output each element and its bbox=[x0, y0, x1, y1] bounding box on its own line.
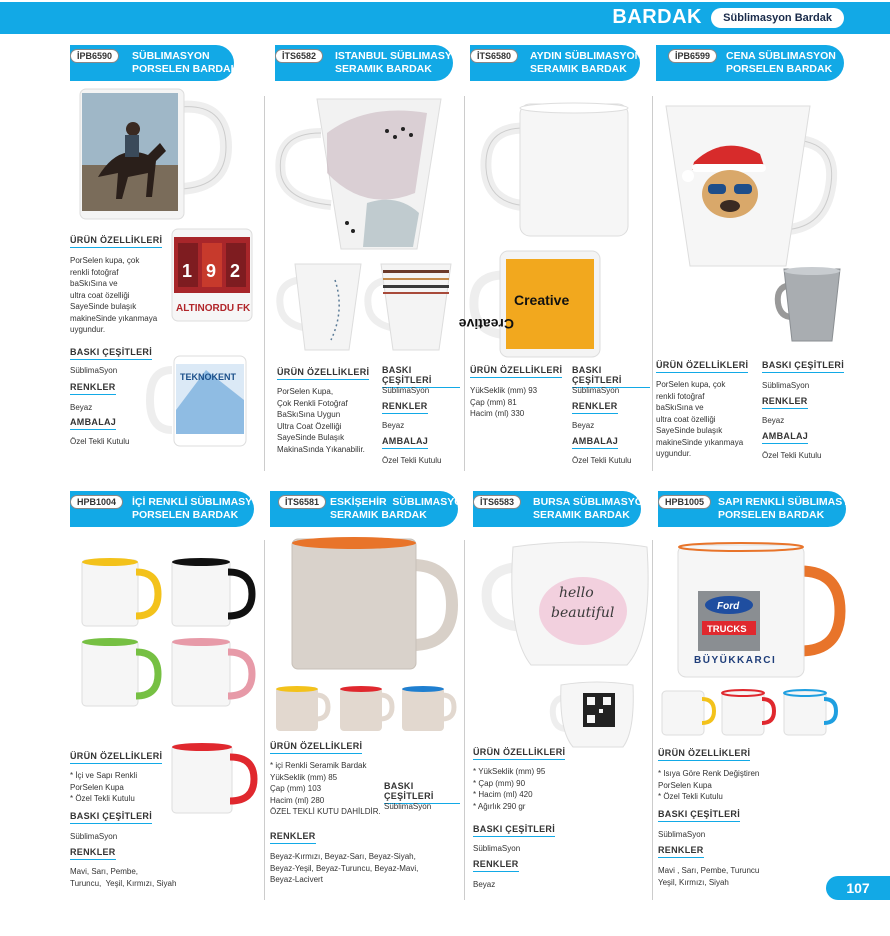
mug-brand-text: TEKNOKENT bbox=[180, 372, 236, 382]
colors-text: Beyaz bbox=[572, 421, 595, 430]
product-header bbox=[70, 45, 239, 81]
white-mug-image bbox=[480, 100, 640, 240]
print-types-heading: BASKI ÇEŞİTLERİ bbox=[473, 824, 555, 837]
packaging-text: Özel Tekli Kutulu bbox=[70, 437, 130, 446]
features-heading: ÜRÜN ÖZELLİKLERİ bbox=[70, 751, 162, 764]
product-code: HPB1005 bbox=[658, 495, 711, 509]
product-code: İTS6581 bbox=[278, 495, 326, 509]
packaging-text: Özel Tekli Kutulu bbox=[572, 456, 632, 465]
club-name: ALTINORDU FK bbox=[176, 303, 251, 314]
print-types-heading: BASKI ÇEŞİTLERİ bbox=[384, 781, 460, 804]
features-text: YükSeklik (mm) 93 Çap (mm) 81 Hacim (ml) 330 bbox=[470, 386, 538, 418]
features-text: PorSelen kupa, çok renkli fotoğraf baSkıSına ve ultra coat özelliği SayeSinde bulaşık makineSinde yıkanmaya uygundur. bbox=[656, 380, 744, 458]
features-text: PorSelen kupa, çok renkli fotoğraf baSkıSına ve ultra coat özelliği SayeSinde bulaşık makineSinde yıkanmaya uygundur. bbox=[70, 256, 158, 334]
column-divider bbox=[464, 96, 465, 471]
product-card-hpb1004 bbox=[70, 491, 268, 936]
features-heading: ÜRÜN ÖZELLİKLERİ bbox=[470, 365, 562, 378]
product-card-its6580 bbox=[458, 45, 650, 490]
subcategory-pill: Süblimasyon Bardak bbox=[711, 8, 844, 28]
features-text: * YükSeklik (mm) 95 * Çap (mm) 90 * Hacim (ml) 420 * Ağırlık 290 gr bbox=[473, 767, 546, 811]
colors-heading: RENKLER bbox=[70, 847, 116, 860]
column-divider bbox=[464, 540, 465, 900]
print-types-text: SüblimaSyon bbox=[658, 830, 706, 839]
grey-mug-image bbox=[776, 265, 846, 345]
print-types-text: SüblimaSyon bbox=[473, 844, 521, 853]
product-code: İPB6599 bbox=[668, 49, 717, 63]
product-header bbox=[270, 491, 471, 527]
packaging-heading: AMBALAJ bbox=[572, 436, 618, 449]
product-name: ESKİŞEHİR SÜBLIMASYON SERAMIK BARDAK bbox=[330, 496, 471, 521]
packaging-text: Özel Tekli Kutulu bbox=[382, 456, 442, 465]
product-name: ISTANBUL SÜBLIMASYON SERAMIK BARDAK bbox=[335, 50, 468, 75]
print-types-text: SüblimaSyon bbox=[382, 386, 430, 395]
product-name: SÜBLIMASYON PORSELEN BARDAK bbox=[132, 50, 239, 75]
colors-text: Beyaz bbox=[382, 421, 405, 430]
mug-print-text: beautiful bbox=[551, 605, 615, 621]
page-number: 107 bbox=[826, 876, 890, 900]
packaging-heading: AMBALAJ bbox=[762, 431, 808, 444]
hello-beautiful-mug-image bbox=[483, 541, 651, 671]
colors-text: Beyaz bbox=[762, 416, 785, 425]
print-types-text: SüblimaSyon bbox=[762, 381, 810, 390]
product-header bbox=[473, 491, 651, 527]
features-text: * Isıya Göre Renk Değiştiren PorSelen Kupa * Özel Tekli Kutulu bbox=[658, 769, 760, 801]
product-card-its6582 bbox=[275, 45, 468, 490]
trucks-text: TRUCKS bbox=[707, 624, 747, 635]
print-types-heading: BASKI ÇEŞİTLERİ bbox=[572, 365, 650, 388]
mini-color-mugs-image bbox=[274, 681, 459, 736]
colors-heading: RENKLER bbox=[572, 401, 618, 414]
jersey-number: 9 bbox=[206, 261, 217, 281]
colors-text: Mavi , Sarı, Pembe, Turuncu Yeşil, Kırmızı, Siyah bbox=[658, 866, 760, 887]
qr-mug-image bbox=[551, 681, 636, 751]
column-divider bbox=[652, 540, 653, 900]
inner-color-mugs-image bbox=[80, 556, 260, 716]
product-code: İTS6582 bbox=[275, 49, 323, 63]
colors-heading: RENKLER bbox=[658, 845, 704, 858]
teknokent-mug-image bbox=[150, 350, 260, 450]
product-card-its6583 bbox=[473, 491, 651, 936]
colors-text: Beyaz-Kırmızı, Beyaz-Sarı, Beyaz-Siyah, Beyaz-Yeşil, Beyaz-Turuncu, Beyaz-Mavi, Beyaz-Lacivert bbox=[270, 852, 419, 884]
product-name: BURSA SÜBLIMASYON SERAMIK BARDAK bbox=[533, 496, 651, 521]
altinordu-mug-image bbox=[170, 225, 260, 325]
colors-heading: RENKLER bbox=[70, 382, 116, 395]
jersey-number: 2 bbox=[230, 261, 241, 281]
small-conical-mugs-image bbox=[275, 260, 455, 360]
colored-handle-mugs-image bbox=[660, 687, 848, 739]
product-code: İTS6580 bbox=[470, 49, 518, 63]
mug-print-text: Creative bbox=[514, 292, 570, 308]
mug-print-text-mirrored: Creative bbox=[458, 316, 514, 332]
ford-logo-text: Ford bbox=[717, 601, 740, 612]
ford-trucks-mug-image bbox=[676, 541, 846, 681]
colors-text: Beyaz bbox=[70, 403, 93, 412]
jersey-number: 1 bbox=[182, 261, 193, 281]
dealer-name-text: BÜYÜKKARCI bbox=[694, 655, 777, 666]
product-header bbox=[70, 491, 268, 527]
product-card-ipb6590 bbox=[70, 45, 260, 490]
print-types-text: SüblimaSyon bbox=[70, 832, 118, 841]
packaging-text: Özel Tekli Kutulu bbox=[762, 451, 822, 460]
colors-text: Mavi, Sarı, Pembe, Turuncu, Yeşil, Kırmızı, Siyah bbox=[70, 867, 177, 888]
product-code: İPB6590 bbox=[70, 49, 119, 63]
print-types-heading: BASKI ÇEŞİTLERİ bbox=[382, 365, 460, 388]
features-text: * İçi ve Sapı Renkli PorSelen Kupa * Özel Tekli Kutulu bbox=[70, 771, 138, 803]
product-header bbox=[656, 45, 844, 81]
product-name: AYDIN SÜBLIMASYON SERAMIK BARDAK bbox=[530, 50, 643, 75]
category-header-bar bbox=[0, 2, 890, 34]
features-heading: ÜRÜN ÖZELLİKLERİ bbox=[473, 747, 565, 760]
column-divider bbox=[264, 540, 265, 900]
creative-mug-image bbox=[458, 245, 610, 360]
features-heading: ÜRÜN ÖZELLİKLERİ bbox=[656, 360, 748, 373]
product-header bbox=[470, 45, 643, 81]
features-heading: ÜRÜN ÖZELLİKLERİ bbox=[277, 367, 369, 380]
colors-text: Beyaz bbox=[473, 880, 496, 889]
product-name: SAPI RENKLİ SÜBLIMASYON PORSELEN BARDAK bbox=[718, 496, 866, 521]
packaging-heading: AMBALAJ bbox=[70, 417, 116, 430]
print-types-text: SüblimaSyon bbox=[70, 366, 118, 375]
product-header bbox=[658, 491, 866, 527]
product-card-ipb6599 bbox=[656, 45, 846, 490]
features-heading: ÜRÜN ÖZELLİKLERİ bbox=[658, 748, 750, 761]
features-heading: ÜRÜN ÖZELLİKLERİ bbox=[270, 741, 362, 754]
print-types-text: SüblimaSyon bbox=[572, 386, 620, 395]
features-text: * içi Renkli Seramik Bardak YükSeklik (mm) 85 Çap (mm) 103 Hacim (ml) 280 ÖZEL TEKLİ KUTU DAHİLDİR. bbox=[270, 761, 381, 816]
product-header bbox=[275, 45, 468, 81]
packaging-heading: AMBALAJ bbox=[382, 436, 428, 449]
product-name: CENA SÜBLIMASYON PORSELEN BARDAK bbox=[726, 50, 836, 75]
features-text: PorSelen Kupa, Çok Renkli Fotoğraf BaSkıSına Uygun Ultra Coat Özelliği SayeSinde Bulaşık MakinaSında Yıkanabilir. bbox=[277, 387, 365, 454]
print-types-heading: BASKI ÇEŞİTLERİ bbox=[70, 347, 152, 360]
features-heading: ÜRÜN ÖZELLİKLERİ bbox=[70, 235, 162, 248]
product-code: HPB1004 bbox=[70, 495, 123, 509]
colors-heading: RENKLER bbox=[762, 396, 808, 409]
colors-heading: RENKLER bbox=[473, 859, 519, 872]
column-divider bbox=[264, 96, 265, 471]
product-card-its6581 bbox=[270, 491, 471, 936]
column-divider bbox=[652, 96, 653, 471]
product-code: İTS6583 bbox=[473, 495, 521, 509]
print-types-text: SüblimaSyon bbox=[384, 802, 432, 811]
print-types-heading: BASKI ÇEŞİTLERİ bbox=[658, 809, 740, 822]
colors-heading: RENKLER bbox=[382, 401, 428, 414]
colors-heading: RENKLER bbox=[270, 831, 316, 844]
beige-orange-mug-image bbox=[288, 535, 458, 675]
pug-santa-mug-image bbox=[664, 100, 844, 275]
category-title: BARDAK bbox=[612, 6, 702, 28]
print-types-heading: BASKI ÇEŞİTLERİ bbox=[70, 811, 152, 824]
photo-mug-image bbox=[78, 87, 232, 222]
conical-mug-image bbox=[277, 93, 447, 253]
print-types-heading: BASKI ÇEŞİTLERİ bbox=[762, 360, 844, 373]
product-name: İÇİ RENKLİ SÜBLIMASYON PORSELEN BARDAK bbox=[132, 496, 268, 521]
red-inner-mug-image bbox=[170, 741, 260, 816]
mug-print-text: hello bbox=[559, 585, 594, 601]
